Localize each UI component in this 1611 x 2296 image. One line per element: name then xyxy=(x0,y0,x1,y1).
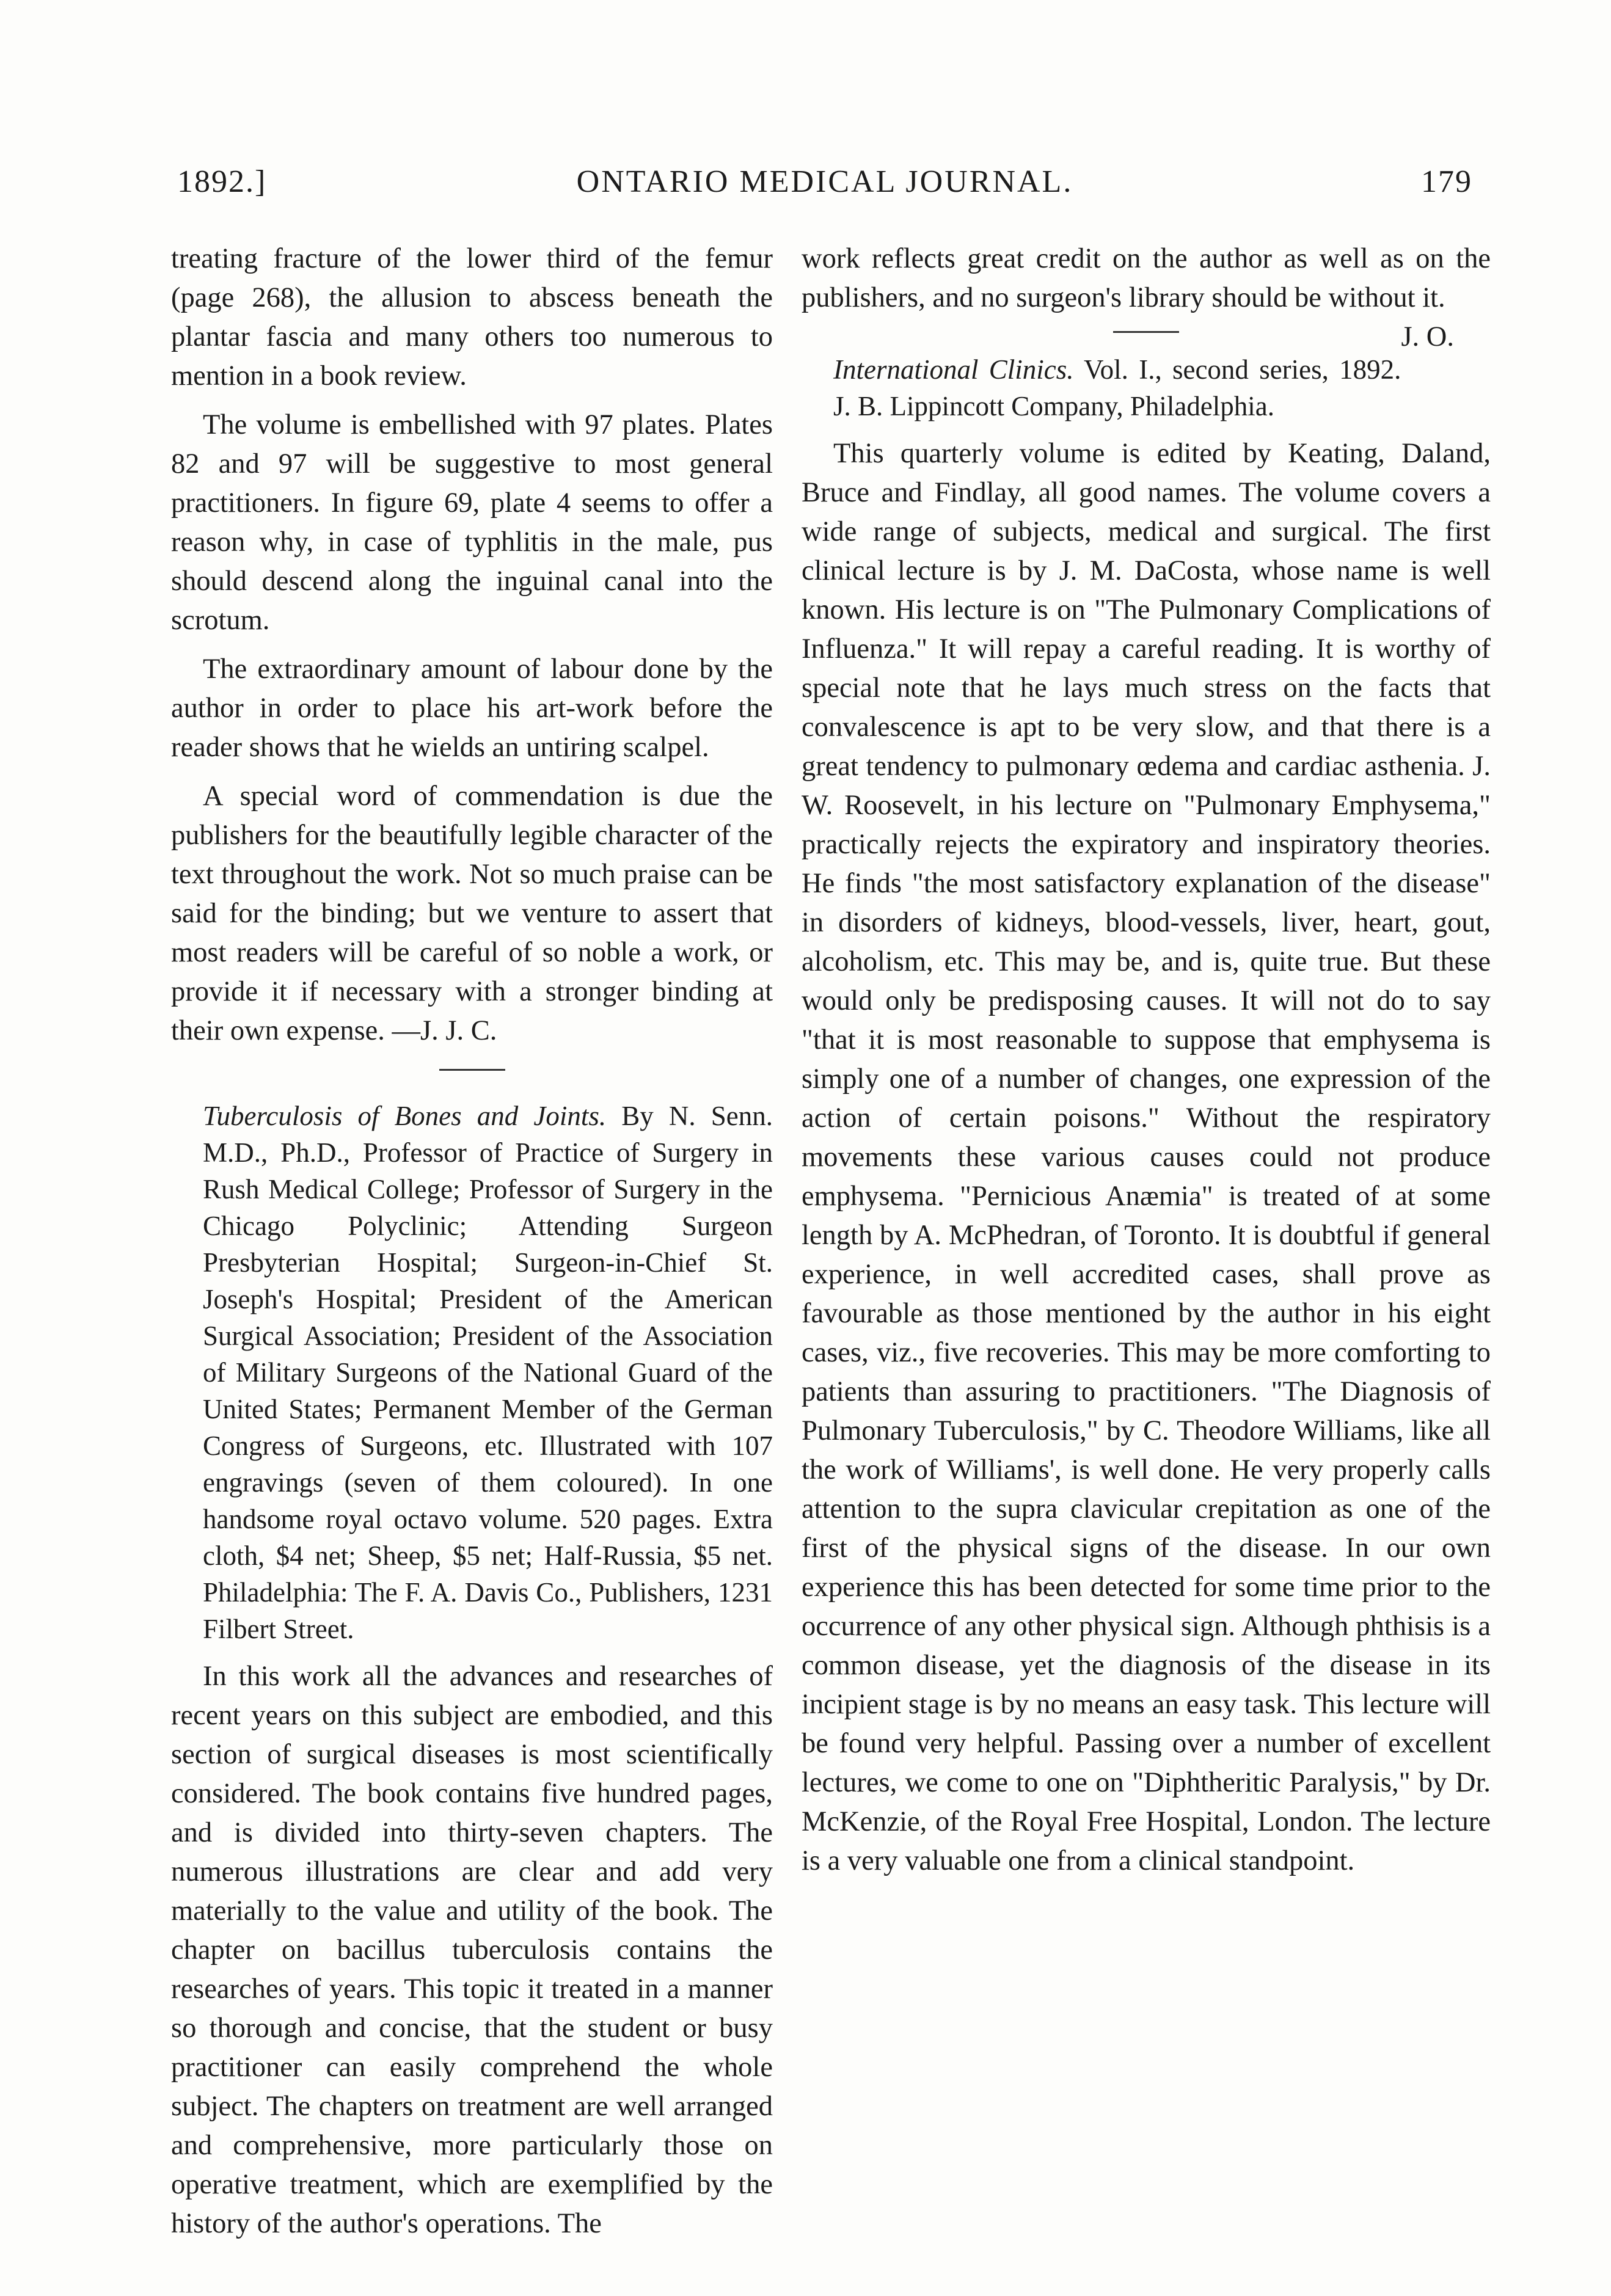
book-details: Vol. I., second series, 1892. J. B. Lippincott Company, Philadelphia. xyxy=(833,354,1401,421)
left-paragraph-4: A special word of commendation is due the publishers for the beautifully legible character of the text throughout the work. Not so much praise can be said for the binding; but we venture to assert that most readers will be careful of so noble a work, or provide it if necessary with a stronger binding at their own expense. —J. J. C. xyxy=(171,781,773,1046)
book-reference-senn xyxy=(171,1098,773,1647)
journal-title: ONTARIO MEDICAL JOURNAL. xyxy=(576,164,1073,199)
running-header xyxy=(177,164,1472,213)
right-paragraph-1 xyxy=(802,239,1491,352)
right-paragraph-1-text: work reflects great credit on the author as well as on the publishers, and no surgeon's library should be without it. xyxy=(802,243,1491,313)
section-divider xyxy=(1113,331,1179,333)
left-paragraph-5: In this work all the advances and researches of recent years on this subject are embodied, and this section of surgical diseases is most scientifically considered. The book contains five hundred pages, and is divided into thirty-seven chapters. The numerous illustrations are clear and add very materially to the value and utility of the book. The chapter on bacillus tuberculosis contains the researches of years. This topic it treated in a manner so thorough and concise, that the student or busy practitioner can easily comprehend the whole subject. The chapters on treatment are well arranged and comprehensive, more particularly those on operative treatment, which are exemplified by the history of the author's operations. The xyxy=(171,1661,773,2239)
header-year: 1892.] xyxy=(177,164,267,199)
right-paragraph-2: This quarterly volume is edited by Keating, Daland, Bruce and Findlay, all good names. The volume covers a wide range of subjects, medical and surgical. The first clinical lecture is by J. M. DaCosta, whose name is well known. His lecture is on "The Pulmonary Complications of Influenza." It will repay a careful reading. It is worthy of special note that he lays much stress on the facts that convalescence is apt to be very slow, and that there is a great tendency to pulmonary œdema and cardiac asthenia. J. W. Roosevelt, in his lecture on "Pulmonary Emphysema," practically rejects the expiratory and inspiratory theories. He finds "the most satisfactory explanation of the disease" in disorders of kidneys, blood-vessels, liver, heart, gout, alcoholism, etc. This may be, and is, quite true. But these would only be predisposing causes. It will not do to say "that it is most reasonable to suppose that emphysema is simply one of a number of changes, one expression of the action of certain poisons." Without the respiratory movements these various causes could not produce emphysema. "Pernicious Anæmia" is treated of at some length by A. McPhedran, of Toronto. It is doubtful if general experience, in well accredited cases, shall prove as favourable as those mentioned by the author in his eight cases, viz., five recoveries. This may be more comforting to patients than assuring to practitioners. "The Diagnosis of Pulmonary Tuberculosis," by C. Theodore Williams, like all the work of Williams', is well done. He very properly calls attention to the supra clavicular crepitation as one of the first of the physical signs of the disease. In our own experience this has been detected for some time prior to the occurrence of any other physical sign. Although phthisis is a common disease, yet the diagnosis of the disease in its incipient stage is by no means an easy task. This lecture will be found very helpful. Passing over a number of excellent lectures, we come to one on "Diphtheritic Paralysis," by Dr. McKenzie, of the Royal Free Hospital, London. The lecture is a very valuable one from a clinical standpoint. xyxy=(802,438,1491,1876)
section-divider xyxy=(439,1069,505,1071)
book-title: International Clinics. xyxy=(833,354,1074,385)
left-paragraph-2: The volume is embellished with 97 plates. Plates 82 and 97 will be suggestive to most general practitioners. In figure 69, plate 4 seems to offer a reason why, in case of typhlitis in the male, pus should descend along the inguinal canal into the scrotum. xyxy=(171,409,773,636)
left-paragraph-3: The extraordinary amount of labour done by the author in order to place his art-work before the reader shows that he wields an untiring scalpel. xyxy=(171,654,773,763)
book-details: M.D., Ph.D., Professor of Practice of Surgery in Rush Medical College; Professor of Surgery in the Chicago Polyclinic; Attending Surgeon Presbyterian Hospital; Surgeon-in-Chief St. Joseph's Hospital; President of the American Surgical Association; President of the Association of Military Surgeons of the National Guard of the United States; Permanent Member of the German Congress of Surgeons, etc. Illustrated with 107 engravings (seven of them coloured). In one handsome royal octavo volume. 520 pages. Extra cloth, $4 net; Sheep, $5 net; Half-Russia, $5 net. Philadelphia: The F. A. Davis Co., Publishers, 1231 Filbert Street. xyxy=(203,1137,773,1644)
review-signature: J. O. xyxy=(1401,321,1454,352)
left-column xyxy=(171,239,773,2253)
right-column xyxy=(802,239,1491,1890)
book-reference-clinics xyxy=(802,351,1491,425)
left-paragraph-1: treating fracture of the lower third of the femur (page 268), the allusion to abscess beneath the plantar fascia and many others too numerous to mention in a book review. xyxy=(171,243,773,392)
book-title: Tuberculosis of Bones and Joints. xyxy=(203,1101,607,1131)
book-author: By N. Senn. xyxy=(621,1101,773,1131)
page-number: 179 xyxy=(1421,164,1472,199)
